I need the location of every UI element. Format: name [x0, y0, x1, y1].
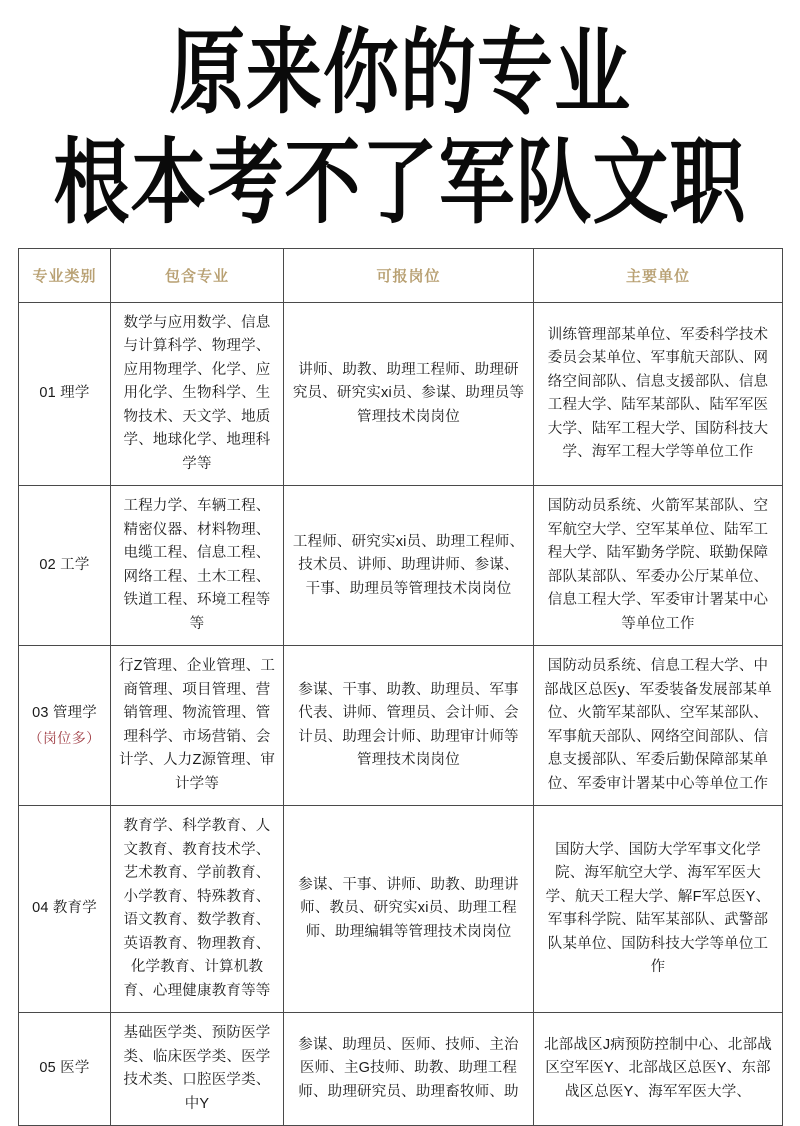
table-row: [19, 486, 783, 646]
cell-majors: 基础医学类、预防医学类、临床医学类、医学技术类、口腔医学类、中Y: [111, 1013, 284, 1126]
table-body: [19, 303, 783, 1126]
cell-positions: 参谋、助理员、医师、技师、主治医师、主G技师、助教、助理工程师、助理研究员、助理畜牧师、助: [284, 1013, 534, 1126]
column-header-majors: 包含专业: [111, 249, 284, 303]
column-header-category: 专业类别: [19, 249, 111, 303]
table-row: [19, 1013, 783, 1126]
cell-positions: 参谋、干事、讲师、助教、助理讲师、教员、研究实xi员、助理工程师、助理编辑等管理技术岗岗位: [284, 806, 534, 1013]
category-label: 05 医学: [39, 1060, 90, 1077]
cell-units: 训练管理部某单位、军委科学技术委员会某单位、军事航天部队、网络空间部队、信息支援部队、信息工程大学、陆军某部队、陆军军医大学、陆军工程大学、国防科技大学、海军工程大学等单位工作: [534, 303, 783, 486]
cell-positions: 工程师、研究实xi员、助理工程师、技术员、讲师、助理讲师、参谋、干事、助理员等管理技术岗岗位: [284, 486, 534, 646]
major-comparison-table: [18, 248, 783, 1126]
cell-category: [19, 303, 111, 486]
page-title: [0, 0, 800, 236]
category-label: 03 管理学: [32, 704, 97, 721]
title-line-1: 原来你的专业: [169, 22, 631, 126]
cell-units: 国防大学、国防大学军事文化学院、海军航空大学、海军军医大学、航天工程大学、解F军总医Y、军事科学院、陆军某部队、武警部队某单位、国防科技大学等单位工作: [534, 806, 783, 1013]
cell-category: [19, 646, 111, 806]
category-label: 04 教育学: [32, 900, 97, 917]
cell-positions: 参谋、干事、助教、助理员、军事代表、讲师、管理员、会计师、会计员、助理会计师、助理审计师等管理技术岗岗位: [284, 646, 534, 806]
table-row: [19, 646, 783, 806]
cell-units: 国防动员系统、信息工程大学、中部战区总医y、军委装备发展部某单位、火箭军某部队、空军某部队、军事航天部队、网络空间部队、信息支援部队、军委后勤保障部某单位、军委审计署某中心等单位工作: [534, 646, 783, 806]
table-header: [19, 249, 783, 303]
cell-units: 国防动员系统、火箭军某部队、空军航空大学、空军某单位、陆军工程大学、陆军勤务学院、联勤保障部队某部队、军委办公厅某单位、信息工程大学、军委审计署某中心等单位工作: [534, 486, 783, 646]
cell-majors: 工程力学、车辆工程、精密仪器、材料物理、电缆工程、信息工程、网络工程、土木工程、铁道工程、环境工程等等: [111, 486, 284, 646]
table-row: [19, 806, 783, 1013]
category-note: （岗位多）: [28, 730, 101, 747]
cell-category: [19, 486, 111, 646]
table-header-row: [19, 249, 783, 303]
cell-majors: 教育学、科学教育、人文教育、教育技术学、艺术教育、学前教育、小学教育、特殊教育、语文教育、数学教育、英语教育、物理教育、化学教育、计算机教育、心理健康教育等等: [111, 806, 284, 1013]
title-line-2: 根本考不了军队文职: [53, 132, 747, 236]
category-label: 01 理学: [39, 385, 90, 402]
column-header-units: 主要单位: [534, 249, 783, 303]
category-label: 02 工学: [39, 557, 90, 574]
cell-category: [19, 806, 111, 1013]
column-header-positions: 可报岗位: [284, 249, 534, 303]
table-row: [19, 303, 783, 486]
major-table-container: [0, 248, 800, 1126]
cell-units: 北部战区J病预防控制中心、北部战区空军医Y、北部战区总医Y、东部战区总医Y、海军军医大学、: [534, 1013, 783, 1126]
cell-majors: 数学与应用数学、信息与计算科学、物理学、应用物理学、化学、应用化学、生物科学、生物技术、天文学、地质学、地球化学、地理科学等: [111, 303, 284, 486]
cell-category: [19, 1013, 111, 1126]
cell-positions: 讲师、助教、助理工程师、助理研究员、研究实xi员、参谋、助理员等管理技术岗岗位: [284, 303, 534, 486]
cell-majors: 行Z管理、企业管理、工商管理、项目管理、营销管理、物流管理、管理科学、市场营销、会计学、人力Z源管理、审计学等: [111, 646, 284, 806]
